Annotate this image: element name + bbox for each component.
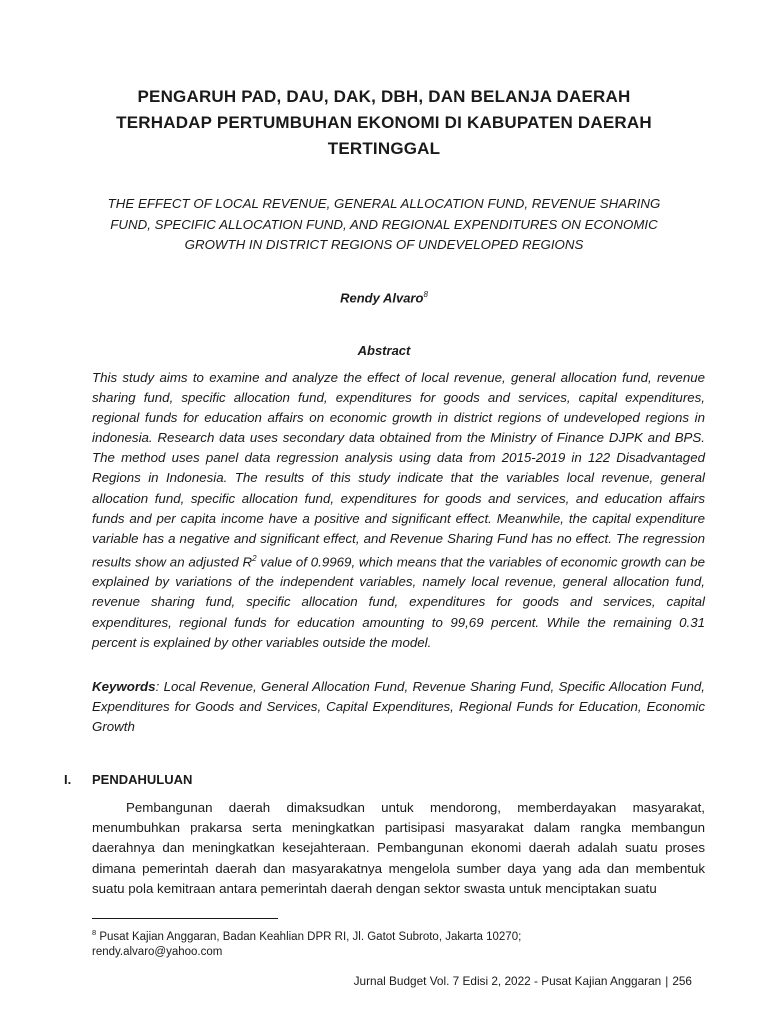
intro-paragraph: Pembangunan daerah dimaksudkan untuk mendorong, memberdayakan masyarakat, menumbuhkan prakarsa serta meningkatkan partisipasi masyarakat dalam rangka membangun daerahnya dan meningkatkan kesejahteraan. Pembangunan ekonomi daerah adalah suatu proses dimana pemerintah daerah dan masyarakatnya mengelola sumber daya yang ada dan membentuk suatu pola kemitraan antara pemerintah daerah dengan sektor swasta untuk menciptakan suatu	[92, 800, 705, 896]
footer-page-number: 256	[672, 974, 692, 988]
abstract-body	[92, 368, 705, 653]
section-number: I.	[64, 772, 72, 787]
abstract-heading: Abstract	[357, 343, 411, 358]
section-title: PENDAHULUAN	[92, 772, 193, 787]
keywords-text: : Local Revenue, General Allocation Fund, Revenue Sharing Fund, Specific Allocation Fund, Expenditures for Goods and Services, Capital Expenditures, Regional Funds for Education, Economic Growth	[92, 679, 705, 735]
author-name: Rendy Alvaro	[340, 290, 424, 306]
footer-journal: Jurnal Budget Vol. 7 Edisi 2, 2022 - Pusat Kajian Anggaran	[353, 974, 662, 988]
abstract-text-part2: value of 0.9969, which means that the variables of economic growth can be explained by variations of the independent variables, namely local revenue, general allocation fund, revenue sharing fund, specific allocation fund, expenditures for goods and services, capital expenditures, regional funds for education amounting to 99,69 percent. While the remaining 0.31 percent is explained by other variables outside the model.	[92, 554, 706, 650]
footnote-divider	[92, 918, 278, 919]
paper-title: PENGARUH PAD, DAU, DAK, DBH, DAN BELANJA DAERAH TERHADAP PERTUMBUHAN EKONOMI DI KABUPATEN DAERAH TERTINGGAL	[116, 87, 652, 158]
footer-separator: |	[665, 974, 669, 988]
abstract-text-part1: This study aims to examine and analyze the effect of local revenue, general allocation fund, revenue sharing fund, specific allocation fund, expenditures for goods and services, capital expenditures, regional funds for education affairs on economic growth in district regions of undeveloped regions in indonesia. Research data uses secondary data obtained from the Ministry of Finance DJPK and BPS. The method uses panel data regression analysis using data from 2015-2019 in 122 Disadvantaged Regions in Indonesia. The results of this study indicate that the variables local revenue, general allocation fund, specific allocation fund, expenditures for goods and services, and education affairs funds and per capita income have a positive and significant effect. Meanwhile, the capital expenditure variable has a negative and significant effect, and Revenue Sharing Fund has no effect. The regression results show an adjusted R	[92, 370, 705, 570]
footnote	[92, 925, 652, 960]
footnote-affiliation: Pusat Kajian Anggaran, Badan Keahlian DPR RI, Jl. Gatot Subroto, Jakarta 10270;	[96, 930, 522, 943]
page-footer	[354, 974, 692, 988]
footnote-mark: 8	[92, 928, 97, 937]
author-line	[92, 290, 676, 305]
footnote-email: rendy.alvaro@yahoo.com	[92, 945, 223, 958]
keywords-label: Keywords	[92, 679, 156, 694]
author-footnote-mark: 8	[423, 290, 428, 299]
keywords-paragraph	[92, 677, 705, 737]
english-title: THE EFFECT OF LOCAL REVENUE, GENERAL ALLOCATION FUND, REVENUE SHARING FUND, SPECIFIC ALLOCATION FUND, AND REGIONAL EXPENDITURES ON ECONOMIC GROWTH IN DISTRICT REGIONS OF UNDEVELOPED REGIONS	[107, 196, 661, 252]
r-squared-superscript: 2	[252, 553, 257, 563]
footnote-line-1	[92, 925, 652, 945]
